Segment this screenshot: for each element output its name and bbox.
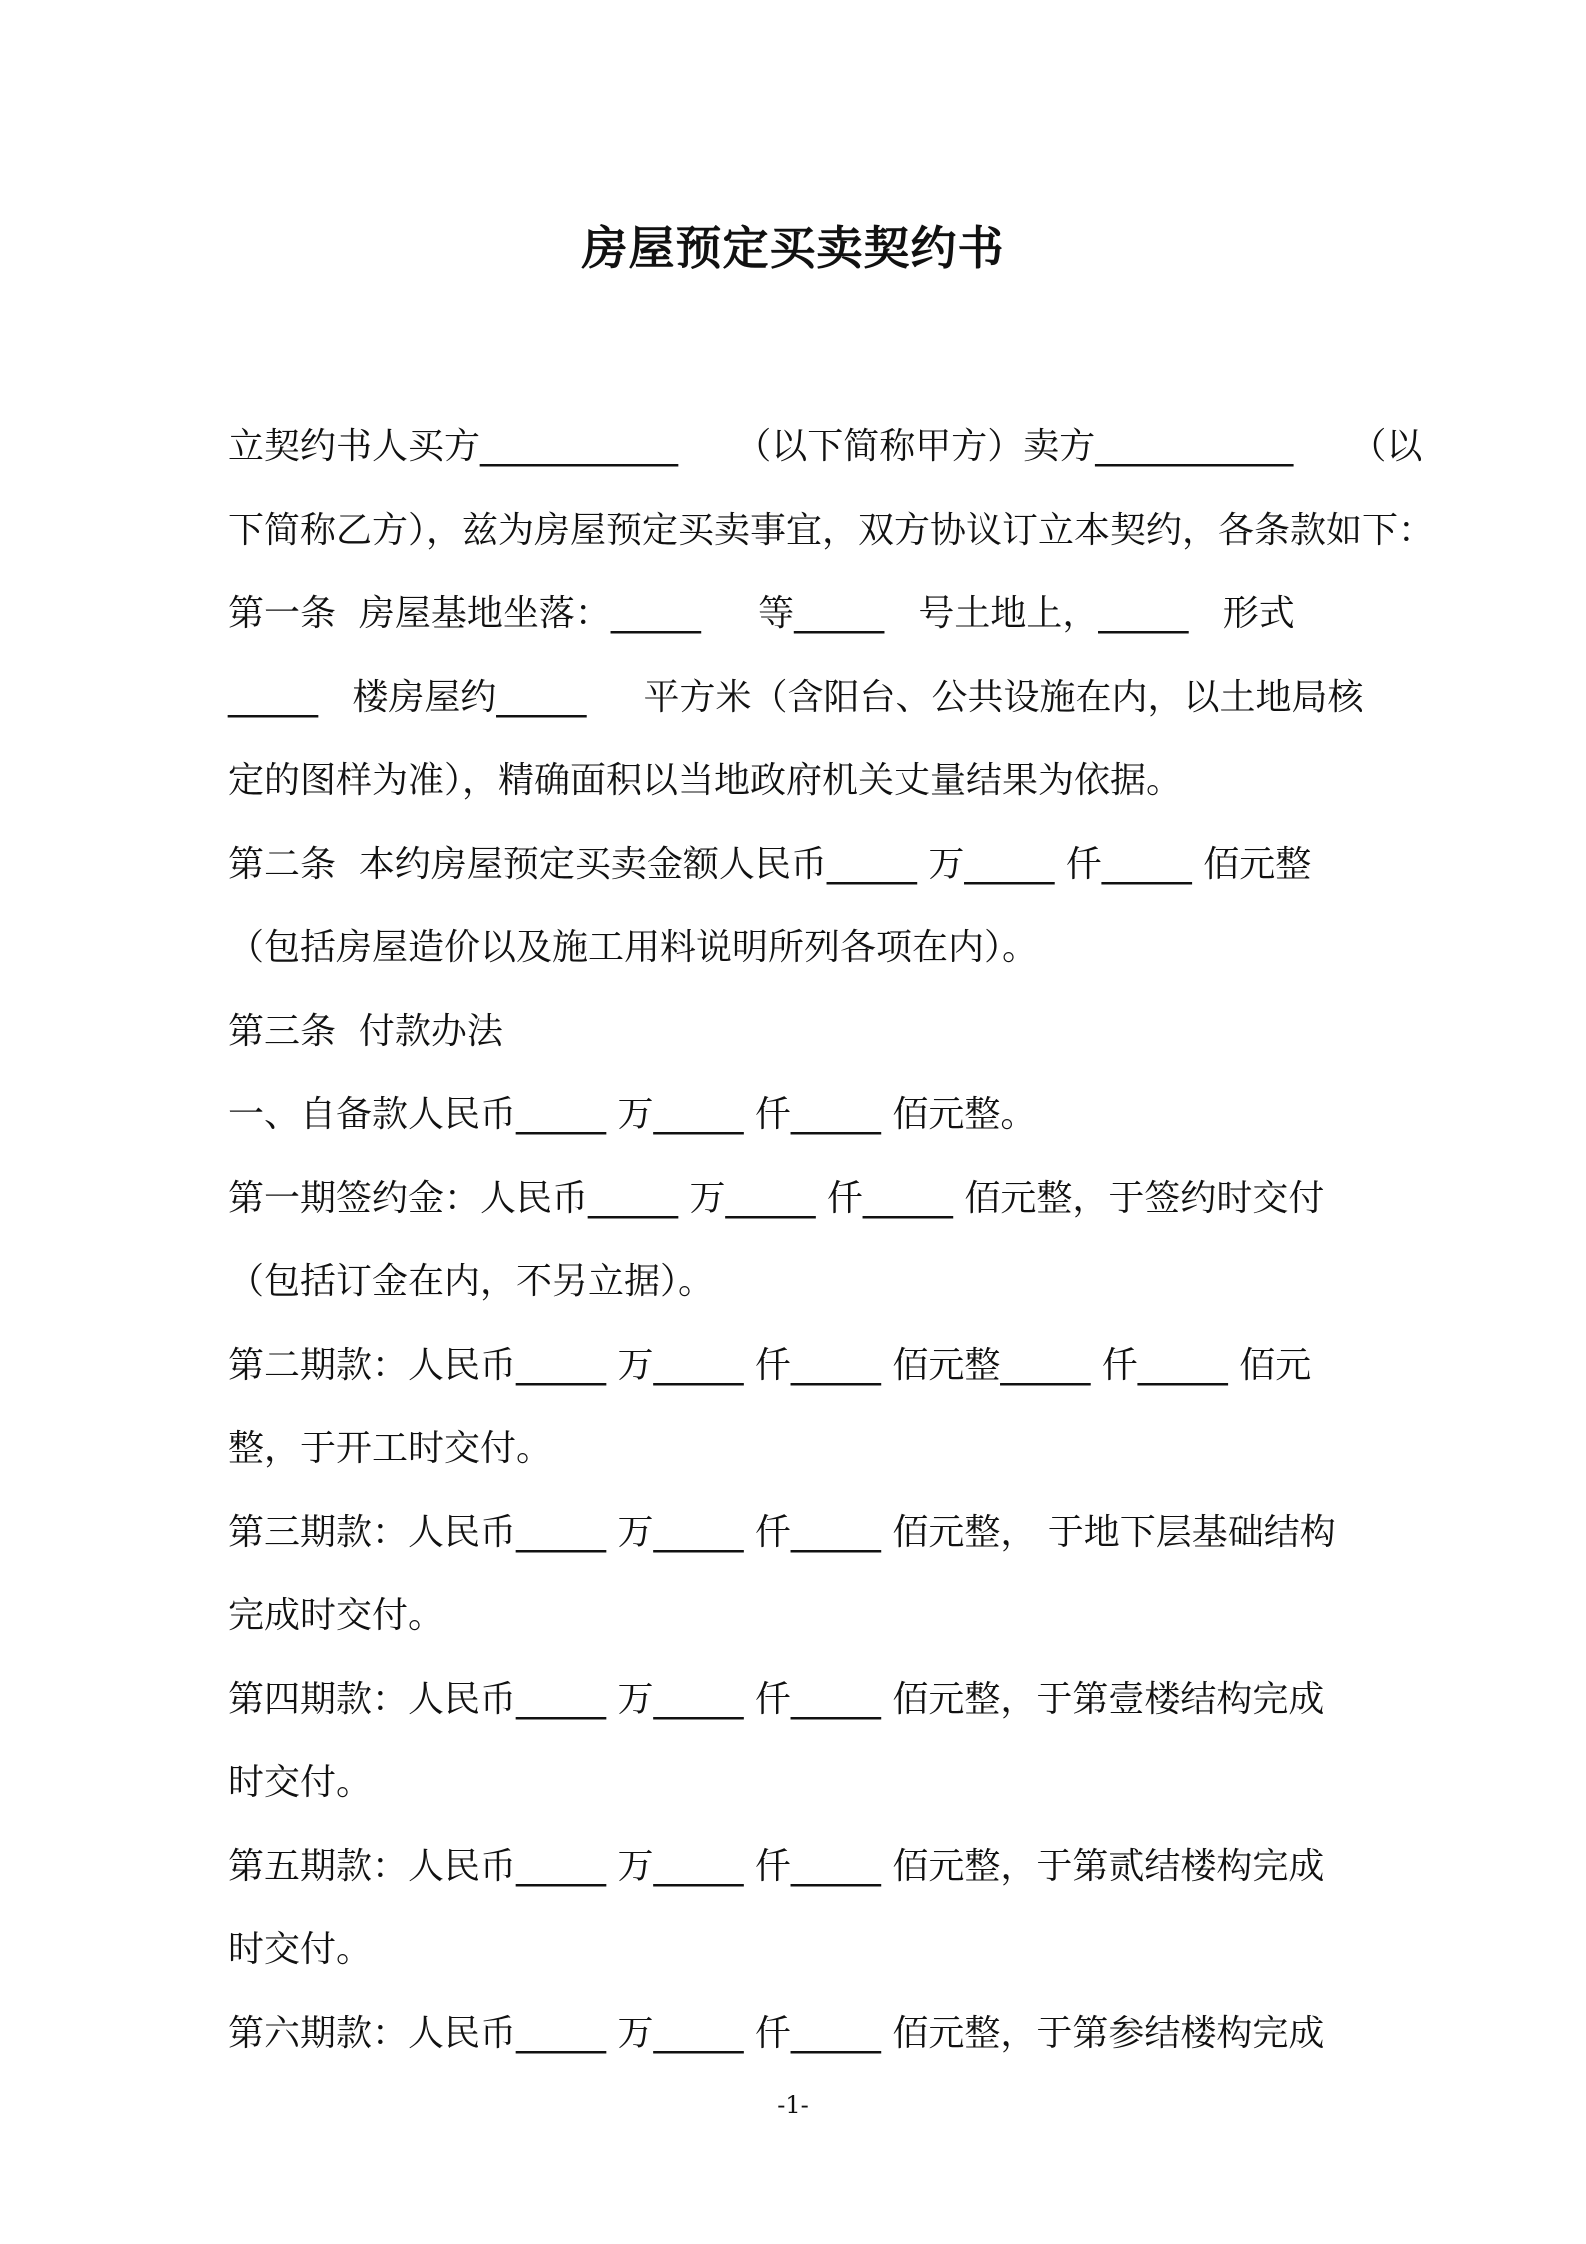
contract-line-text: 定的图样为准），精确面积以当地政府机关丈量结果为依据。 — [228, 760, 1183, 801]
contract-line-text: 时交付。 — [228, 1762, 373, 1803]
contract-line — [228, 656, 1378, 740]
contract-line-text: 第三期款：人民币_____ 万_____ 仟_____ 佰元整， 于地下层基础结构 — [228, 1511, 1336, 1553]
contract-line-text: 第三条 付款办法 — [228, 1010, 503, 1052]
contract-line — [228, 906, 1378, 990]
contract-line-text: （包括房屋造价以及施工用料说明所列各项在内）。 — [228, 927, 1039, 968]
contract-line — [228, 823, 1378, 907]
contract-line-text: 第四期款：人民币_____ 万_____ 仟_____ 佰元整，于第壹楼结构完成 — [228, 1678, 1325, 1720]
document-title: 房屋预定买卖契约书 — [581, 221, 1005, 275]
contract-line-text: 下简称乙方），兹为房屋预定买卖事宜，双方协议订立本契约，各条款如下： — [228, 509, 1435, 551]
contract-line-text: 完成时交付。 — [228, 1595, 445, 1636]
contract-line — [228, 405, 1423, 489]
contract-line-text: 整，于开工时交付。 — [228, 1428, 553, 1469]
contract-line-text: 第二条 本约房屋预定买卖金额人民币_____ 万_____ 仟_____ 佰元整 — [228, 843, 1312, 885]
contract-line — [228, 1324, 1378, 1408]
contract-line-text: 第二期款：人民币_____ 万_____ 仟_____ 佰元整_____ 仟_____ 佰元 — [228, 1344, 1312, 1386]
contract-line — [228, 1908, 1378, 1992]
contract-line-text: 立契约书人买方___________ （以下简称甲方）卖方___________ （以 — [228, 426, 1423, 467]
contract-line-text: 第六期款：人民币_____ 万_____ 仟_____ 佰元整，于第参结楼构完成 — [228, 2012, 1325, 2054]
contract-line-text: 第一期签约金：人民币_____ 万_____ 仟_____ 佰元整，于签约时交付 — [228, 1177, 1325, 1219]
contract-line — [228, 1825, 1378, 1909]
page-number: -1- — [777, 2091, 809, 2119]
contract-line-text: 第一条 房屋基地坐落：_____ 等_____ 号土地上，_____ 形式 — [228, 593, 1295, 634]
contract-line-text: 第五期款：人民币_____ 万_____ 仟_____ 佰元整，于第贰结楼构完成 — [228, 1845, 1325, 1887]
contract-line — [228, 572, 1378, 656]
contract-body — [228, 405, 1435, 2075]
contract-line — [228, 1741, 1378, 1825]
contract-line-text: 时交付。 — [228, 1929, 373, 1970]
contract-line — [228, 1574, 1378, 1658]
contract-line — [228, 1240, 1378, 1324]
contract-line — [228, 1491, 1378, 1575]
contract-line-text: （包括订金在内，不另立据）。 — [228, 1261, 715, 1302]
contract-line — [228, 739, 1378, 823]
contract-line — [228, 1073, 1378, 1157]
contract-line — [228, 1407, 1378, 1491]
contract-line-text: 一、自备款人民币_____ 万_____ 仟_____ 佰元整。 — [228, 1094, 1037, 1135]
contract-line-text: _____ 楼房屋约_____ 平方米（含阳台、公共设施在内，以土地局核 — [228, 676, 1364, 718]
contract-line — [228, 1157, 1378, 1241]
contract-line — [228, 990, 1378, 1074]
contract-line — [228, 1992, 1378, 2076]
contract-line — [228, 1658, 1378, 1742]
contract-line — [228, 489, 1435, 573]
